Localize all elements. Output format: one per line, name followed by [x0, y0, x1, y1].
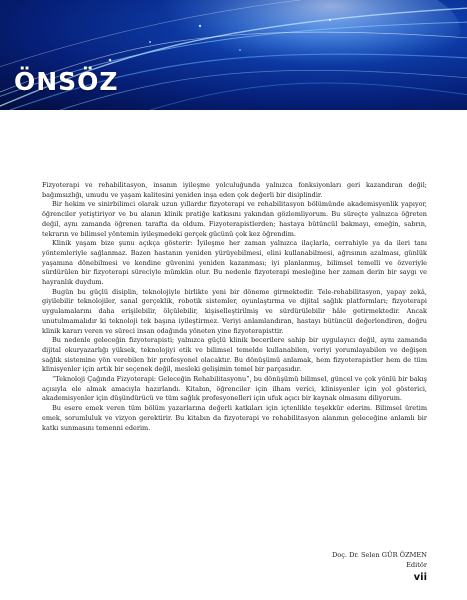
preface-body: [42, 181, 427, 433]
paragraph: Bir hekim ve sinirbilimci olarak uzun yıllardır fizyoterapi ve rehabilitasyon bölümünde akademisyenlik yapıyor, öğrenciler yetiştiriyor ve bu alanın klinik pratiğe katkısını yakından gözlemliyorum. Bu süreçte yalnızca öğreten değil, aynı zamanda öğrenen tarafta da oldum. Fizyoterapistlerden; hastaya bütüncül bakmayı, emeğin, sabrın, tekrarın ve bilimsel yöntemin iyileşmedeki gerçek gücünü çok kez öğrendim.: [42, 200, 427, 238]
paragraph: Bu nedenle geleceğin fizyoterapisti; yalnızca güçlü klinik becerilere sahip bir uygulayıcı değil, aynı zamanda dijital okuryazarlığı yüksek, teknolojiyi etik ve bilimsel temelde kullanabilen, veriyi yorumlayabilen ve değişen sağlık sistemine yön verebilen bir profesyonel olacaktır. Bu dönüşümü anlamak, hem fizyoterapistler hem de tüm klinisyenler için artık bir seçenek değil, mesleki gelişimin temel bir parçasıdır.: [42, 336, 427, 374]
page-number: vii: [413, 572, 427, 583]
author-name: Doç. Dr. Selen GÜR ÖZMEN: [331, 551, 427, 559]
paragraph: “Teknoloji Çağında Fizyoterapi: Geleceğin Rehabilitasyonu”, bu dönüşümü bilimsel, güncel ve çok yönlü bir bakış açısıyla ele almak amacıyla hazırlandı. Kitabın, öğrenciler için ilham verici, klinisyenler için yol gösterici, akademisyenler için düşündürücü ve tüm sağlık profesyonelleri için ufuk açıcı bir kaynak olmasını diliyorum.: [42, 375, 427, 403]
signature-block: [332, 550, 427, 570]
paragraph: Bugün bu güçlü disiplin, teknolojiyle birlikte yeni bir döneme girmektedir. Tele-rehabilitasyon, yapay zekâ, giyilebilir teknolojiler, sanal gerçeklik, robotik sistemler, oyunlaştırma ve dijital sağlık platformları; fizyoterapi uygulamalarını daha erişilebilir, ölçülebilir, kişiselleştirilmiş ve sürdürülebilir hâle getirmektedir. Ancak unutulmamalıdır ki teknoloji tek başına iyileştirmez. Veriyi anlamlandıran, hastayı bütüncül değerlendiren, doğru klinik kararı veren ve süreci insan odağında yöneten yine fizyoterapisttir.: [42, 287, 427, 335]
header-banner: [0, 0, 467, 110]
page-title: ÖNSÖZ: [14, 67, 119, 96]
paragraph: Klinik yaşam bize şunu açıkça gösterir: İyileşme her zaman yalnızca ilaçlarla, cerrahiyle ya da ileri tanı yöntemleriyle sağlanmaz. Bazen hastanın yeniden yürüyebilmesi, elini kullanabilmesi, ağrısının azalması, günlük yaşamına dönebilmesi ve kendine güvenini yeniden kazanması; iyi planlanmış, bilimsel temelli ve özveriyle sürdürülen bir fizyoterapi süreciyle mümkün olur. Bu nedenle fizyoterapi mesleğine her zaman derin bir saygı ve hayranlık duydum.: [42, 239, 427, 287]
author-role: Editör: [406, 561, 427, 569]
paragraph: Fizyoterapi ve rehabilitasyon, insanın iyileşme yolculuğunda yalnızca fonksiyonları geri kazandıran değil; bağımsızlığı, umudu ve yaşam kalitesini yeniden inşa eden çok değerli bir disiplindir.: [42, 181, 427, 199]
paragraph: Bu esere emek veren tüm bölüm yazarlarına değerli katkıları için içtenlikle teşekkür ederim. Bilimsel üretim emek, sorumluluk ve vizyon gerektirir. Bu kitabın da fizyoterapi ve rehabilitasyon alanının geleceğine anlamlı bir katkı sunmasını temenni ederim.: [42, 404, 427, 432]
